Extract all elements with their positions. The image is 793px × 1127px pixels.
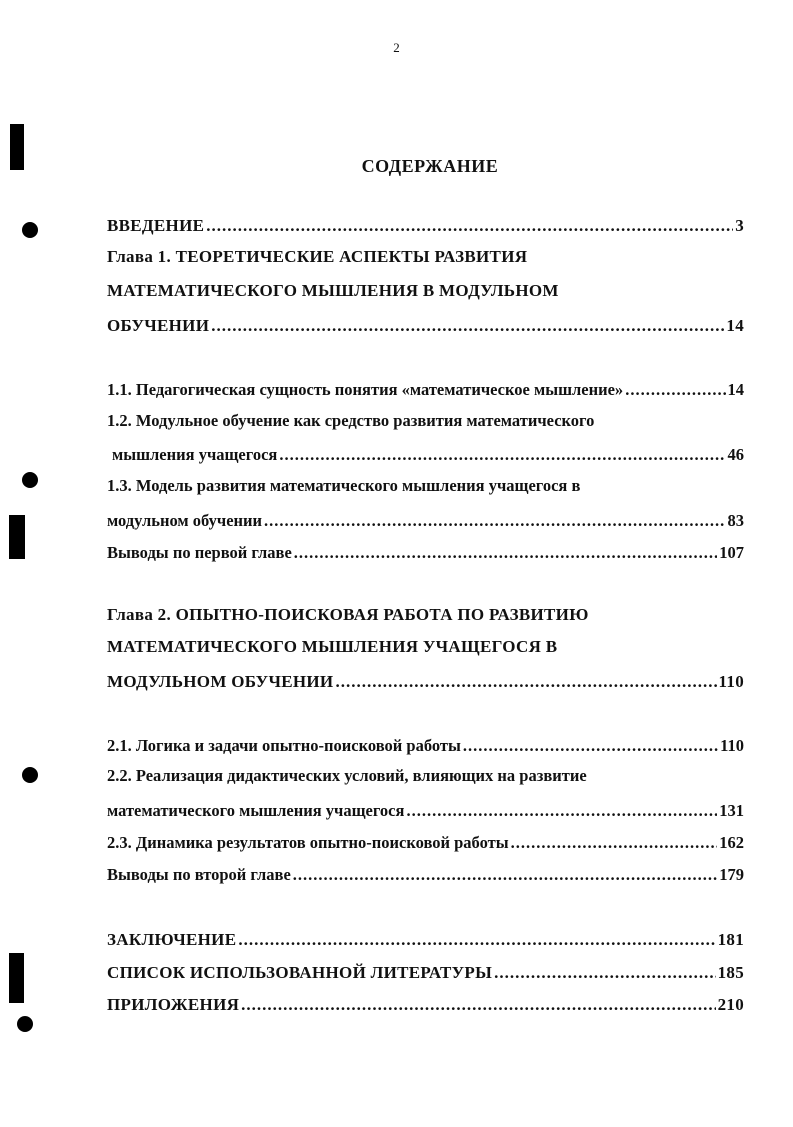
toc-entry-label: СПИСОК ИСПОЛЬЗОВАННОЙ ЛИТЕРАТУРЫ <box>107 963 493 982</box>
toc-entry-section-1-2[interactable] <box>112 443 744 465</box>
dot-leader <box>494 963 716 983</box>
toc-entry-label: ВВЕДЕНИЕ <box>107 216 205 235</box>
binder-mark <box>9 953 24 1003</box>
toc-entry-conclusion[interactable] <box>107 928 744 950</box>
toc-entry-section-2-3[interactable] <box>107 831 744 853</box>
dot-leader <box>206 216 733 236</box>
punch-hole <box>17 1016 33 1032</box>
toc-entry-page: 107 <box>719 543 744 562</box>
dot-leader <box>294 543 717 563</box>
toc-entry-label: ОБУЧЕНИИ <box>107 316 210 335</box>
toc-entry-page: 131 <box>719 801 744 820</box>
dot-leader <box>279 445 725 465</box>
binder-mark <box>10 124 24 170</box>
toc-entry-section-1-3[interactable] <box>107 509 744 531</box>
dot-leader <box>335 672 716 692</box>
toc-entry-page: 110 <box>718 672 744 691</box>
toc-entry-chapter1-conclusions[interactable] <box>107 541 744 563</box>
dot-leader <box>511 833 718 853</box>
toc-entry-introduction[interactable] <box>107 214 744 236</box>
toc-entry-page: 14 <box>726 316 744 335</box>
binder-mark <box>9 515 25 559</box>
dot-leader <box>238 930 715 950</box>
toc-entry-appendices[interactable] <box>107 993 744 1015</box>
toc-entry-page: 83 <box>727 511 744 530</box>
dot-leader <box>463 736 718 756</box>
chapter2-heading-line2: МАТЕМАТИЧЕСКОГО МЫШЛЕНИЯ УЧАЩЕГОСЯ В <box>107 637 558 656</box>
toc-entry-section-1-1[interactable] <box>107 378 744 400</box>
toc-entry-label: 2.3. Динамика результатов опытно-поисковой работы <box>107 833 509 852</box>
toc-entry-page: 181 <box>717 930 744 949</box>
toc-entry-label: математического мышления учащегося <box>107 801 405 820</box>
chapter2-heading-line1: Глава 2. ОПЫТНО-ПОИСКОВАЯ РАБОТА ПО РАЗВИТИЮ <box>107 605 589 624</box>
toc-entry-label: 2.1. Логика и задачи опытно-поисковой работы <box>107 736 461 755</box>
toc-entry-label: Выводы по второй главе <box>107 865 291 884</box>
toc-entry-label: ПРИЛОЖЕНИЯ <box>107 995 240 1014</box>
toc-entry-section-2-1[interactable] <box>107 734 744 756</box>
chapter1-heading-line1: Глава 1. ТЕОРЕТИЧЕСКИЕ АСПЕКТЫ РАЗВИТИЯ <box>107 247 528 266</box>
toc-entry-label: ЗАКЛЮЧЕНИЕ <box>107 930 237 949</box>
toc-entry-label: Выводы по первой главе <box>107 543 292 562</box>
toc-entry-chapter1[interactable] <box>107 314 744 336</box>
toc-entry-page: 185 <box>717 963 744 982</box>
toc-entry-section-2-2[interactable] <box>107 799 744 821</box>
dot-leader <box>241 995 715 1015</box>
section-1-2-line1: 1.2. Модульное обучение как средство развития математического <box>107 411 595 430</box>
toc-entry-page: 162 <box>719 833 744 852</box>
toc-title: СОДЕРЖАНИЕ <box>361 156 499 176</box>
punch-hole <box>22 472 38 488</box>
toc-entry-page: 210 <box>717 995 744 1014</box>
toc-entry-label: модульном обучении <box>107 511 263 530</box>
dot-leader <box>264 511 725 531</box>
section-1-3-line1: 1.3. Модель развития математического мышления учащегося в <box>107 476 581 495</box>
toc-entry-chapter2[interactable] <box>107 670 744 692</box>
toc-entry-page: 110 <box>720 736 744 755</box>
toc-entry-page: 3 <box>735 216 744 235</box>
dot-leader <box>293 865 717 885</box>
toc-entry-page: 14 <box>727 380 744 399</box>
punch-hole <box>22 222 38 238</box>
chapter1-heading-line2: МАТЕМАТИЧЕСКОГО МЫШЛЕНИЯ В МОДУЛЬНОМ <box>107 281 559 300</box>
punch-hole <box>22 767 38 783</box>
toc-entry-page: 179 <box>719 865 744 884</box>
toc-entry-label: МОДУЛЬНОМ ОБУЧЕНИИ <box>107 672 334 691</box>
section-2-2-line1: 2.2. Реализация дидактических условий, влияющих на развитие <box>107 766 587 785</box>
dot-leader <box>211 316 724 336</box>
toc-entry-label: мышления учащегося <box>112 445 278 464</box>
toc-entry-chapter2-conclusions[interactable] <box>107 863 744 885</box>
toc-entry-page: 46 <box>727 445 744 464</box>
toc-entry-label: 1.1. Педагогическая сущность понятия «математическое мышление» <box>107 380 624 399</box>
page-number: 2 <box>393 40 400 55</box>
dot-leader <box>406 801 717 821</box>
dot-leader <box>625 380 725 400</box>
toc-entry-references[interactable] <box>107 961 744 983</box>
